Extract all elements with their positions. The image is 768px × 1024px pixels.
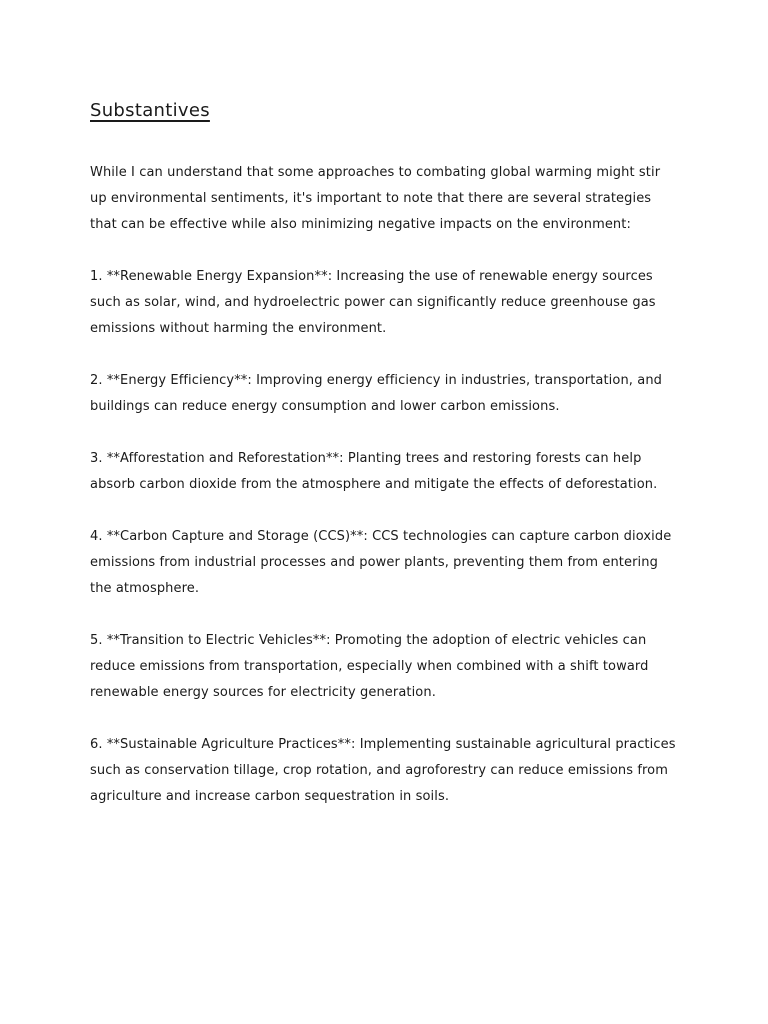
list-item: 6. **Sustainable Agriculture Practices**: Implementing sustainable agricultural practices such as conservation tillage, crop rotation, and agroforestry can reduce emissions from agriculture and increase carbon sequestration in soils.: [90, 737, 676, 804]
intro-paragraph: While I can understand that some approaches to combating global warming might stir up environmental sentiments, it's important to note that there are several strategies that can be effective while also minimizing negative impacts on the environment:: [90, 165, 661, 232]
list-item: 3. **Afforestation and Reforestation**: Planting trees and restoring forests can help absorb carbon dioxide from the atmosphere and mitigate the effects of deforestation.: [90, 451, 658, 492]
list-item: 4. **Carbon Capture and Storage (CCS)**: CCS technologies can capture carbon dioxide emissions from industrial processes and power plants, preventing them from entering the atmosphere.: [90, 529, 672, 596]
list-item: 5. **Transition to Electric Vehicles**: Promoting the adoption of electric vehicles can reduce emissions from transportation, especially when combined with a shift toward renewable energy sources for electricity generation.: [90, 633, 649, 700]
document-page: [90, 96, 680, 836]
list-item: 2. **Energy Efficiency**: Improving energy efficiency in industries, transportation, and buildings can reduce energy consumption and lower carbon emissions.: [90, 373, 663, 414]
document-title: Substantives: [90, 100, 210, 121]
list-item: 1. **Renewable Energy Expansion**: Increasing the use of renewable energy sources such as solar, wind, and hydroelectric power can significantly reduce greenhouse gas emissions without harming the environment.: [90, 269, 656, 336]
